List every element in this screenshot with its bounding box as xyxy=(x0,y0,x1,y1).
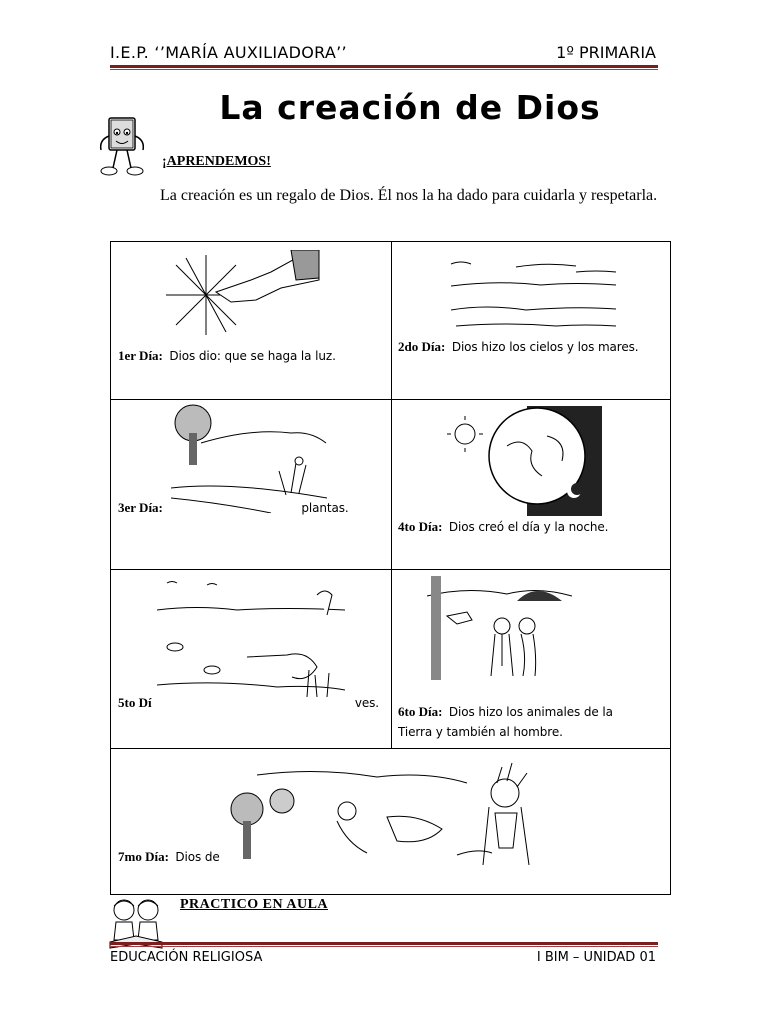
sun-earth-moon-illustration xyxy=(447,406,602,516)
header-divider-thin xyxy=(110,69,658,70)
day-caption xyxy=(398,339,639,355)
footer-subject: EDUCACIÓN RELIGIOSA xyxy=(110,950,263,965)
day-caption xyxy=(398,519,608,535)
day-caption xyxy=(118,849,220,865)
footer-divider-thin xyxy=(110,946,658,947)
section-label-aprendemos: ¡APRENDEMOS! xyxy=(162,154,271,169)
day-text: Dios dio: que se haga la luz. xyxy=(169,349,336,363)
table-column-divider xyxy=(391,242,392,749)
day-text: Dios creó el día y la noche. xyxy=(448,520,609,534)
table-row-divider xyxy=(111,748,670,749)
day-text: Dios hizo los cielos y los mares. xyxy=(451,340,639,354)
animals-man-illustration xyxy=(427,576,572,680)
sky-sea-illustration xyxy=(446,252,621,342)
god-resting-illustration xyxy=(227,753,545,865)
fish-birds-illustration xyxy=(157,575,345,697)
header-divider xyxy=(110,65,658,68)
day-caption xyxy=(118,695,379,711)
book-mascot-icon xyxy=(95,114,155,180)
intro-paragraph: La creación es un regalo de Dios. Él nos la ha dado para cuidarla y respetarla. xyxy=(160,187,658,204)
day-text: Dios hizo los animales de la xyxy=(448,705,613,719)
day-caption xyxy=(118,500,349,516)
plants-landscape-illustration xyxy=(171,403,327,513)
day-caption xyxy=(118,348,336,364)
page-title: La creación de Dios xyxy=(219,88,601,127)
day-label: 4to Día: xyxy=(398,519,443,534)
school-name: I.E.P. ‘’MARÍA AUXILIADORA’’ xyxy=(110,43,347,62)
day-label: 7mo Día: xyxy=(118,849,169,864)
day-text: ves. xyxy=(354,696,379,710)
day-caption xyxy=(398,702,613,742)
table-row-divider xyxy=(111,399,670,400)
footer-unit: I BIM – UNIDAD 01 xyxy=(536,950,656,965)
day-text-line-2: Tierra y también al hombre. xyxy=(398,725,563,739)
creation-days-table xyxy=(110,241,671,895)
table-row-divider xyxy=(111,569,670,570)
day-label: 5to Dí xyxy=(118,695,152,710)
light-hand-illustration xyxy=(161,250,321,340)
day-label: 6to Día: xyxy=(398,704,443,719)
day-text: plantas. xyxy=(301,501,349,515)
day-text: Dios de xyxy=(175,850,220,864)
practice-section-label: PRACTICO EN AULA xyxy=(180,897,329,912)
footer-divider xyxy=(110,942,658,945)
day-label: 2do Día: xyxy=(398,339,446,354)
day-label: 3er Día: xyxy=(118,500,163,515)
grade-level: 1º PRIMARIA xyxy=(556,43,656,62)
day-label: 1er Día: xyxy=(118,348,163,363)
